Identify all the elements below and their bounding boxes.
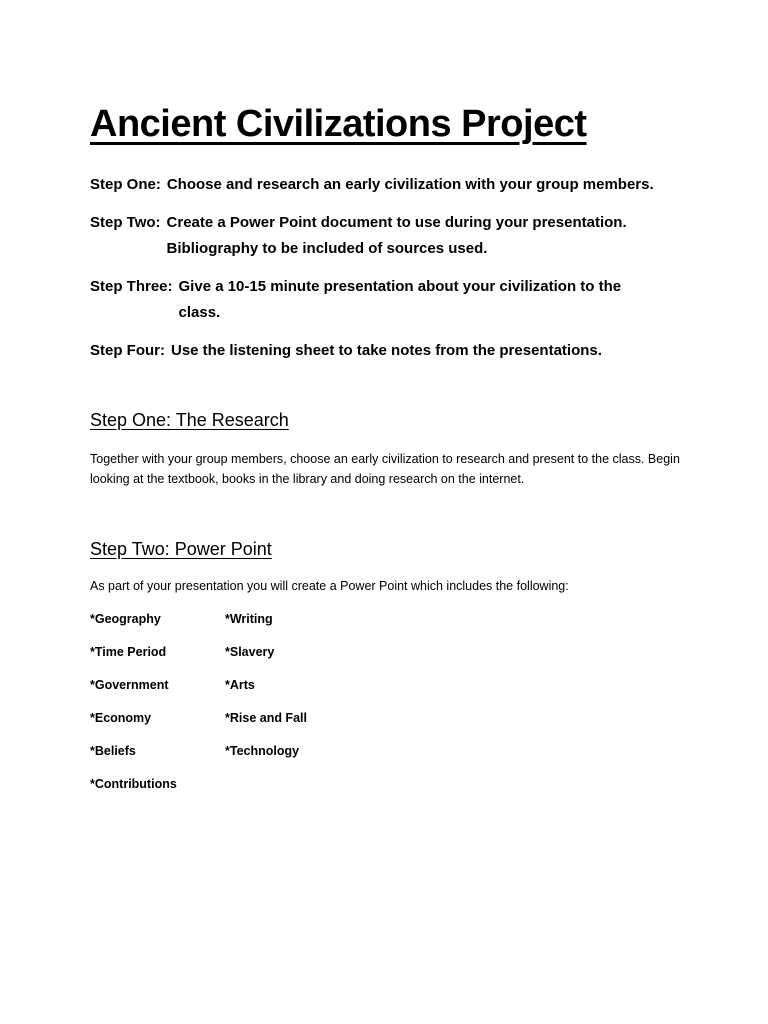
- topic-item: *Beliefs: [90, 744, 136, 758]
- topic-row: [90, 642, 410, 675]
- step-four-text: Use the listening sheet to take notes from the presentations.: [171, 342, 602, 359]
- topic-item: *Arts: [225, 678, 255, 692]
- topic-item: *Time Period: [90, 645, 167, 659]
- step-one: [90, 172, 730, 198]
- research-heading: Step One: The Research: [90, 410, 289, 430]
- topic-item-empty: [225, 774, 360, 807]
- topic-item: *Technology: [225, 744, 300, 758]
- powerpoint-heading: Step Two: Power Point: [90, 539, 272, 559]
- step-two: [90, 210, 730, 262]
- document-title: Ancient Civilizations Project: [90, 103, 587, 145]
- step-two-text: Create a Power Point document to use during your presentation. Bibliography to be included of sources used.: [166, 214, 627, 257]
- powerpoint-paragraph: As part of your presentation you will create a Power Point which includes the following:: [90, 579, 569, 593]
- topic-row: [90, 708, 410, 741]
- step-four-label: Step Four:: [90, 342, 165, 359]
- step-three: [90, 274, 730, 326]
- topic-item: *Geography: [90, 612, 161, 626]
- topic-item: *Economy: [90, 711, 152, 725]
- topic-item: *Writing: [225, 612, 273, 626]
- steps-list: [90, 172, 730, 376]
- powerpoint-topics: [90, 609, 410, 807]
- step-three-text: Give a 10-15 minute presentation about your civilization to the class.: [178, 278, 622, 321]
- step-two-label: Step Two:: [90, 214, 161, 231]
- research-paragraph: Together with your group members, choose an early civilization to research and present to the class. Begin looking at the textbook, books in the library and doing research on the internet.: [90, 452, 680, 486]
- step-three-label: Step Three:: [90, 278, 173, 295]
- step-one-text: Choose and research an early civilization with your group members.: [166, 176, 654, 193]
- topic-item: *Contributions: [90, 777, 177, 791]
- topic-item: *Slavery: [225, 645, 275, 659]
- topic-item: *Government: [90, 678, 169, 692]
- topic-row: [90, 609, 410, 642]
- topic-item: *Rise and Fall: [225, 711, 307, 725]
- topic-row: [90, 675, 410, 708]
- step-four: [90, 338, 730, 364]
- topic-row: [90, 741, 410, 774]
- topic-row: [90, 774, 410, 807]
- step-one-label: Step One:: [90, 176, 161, 193]
